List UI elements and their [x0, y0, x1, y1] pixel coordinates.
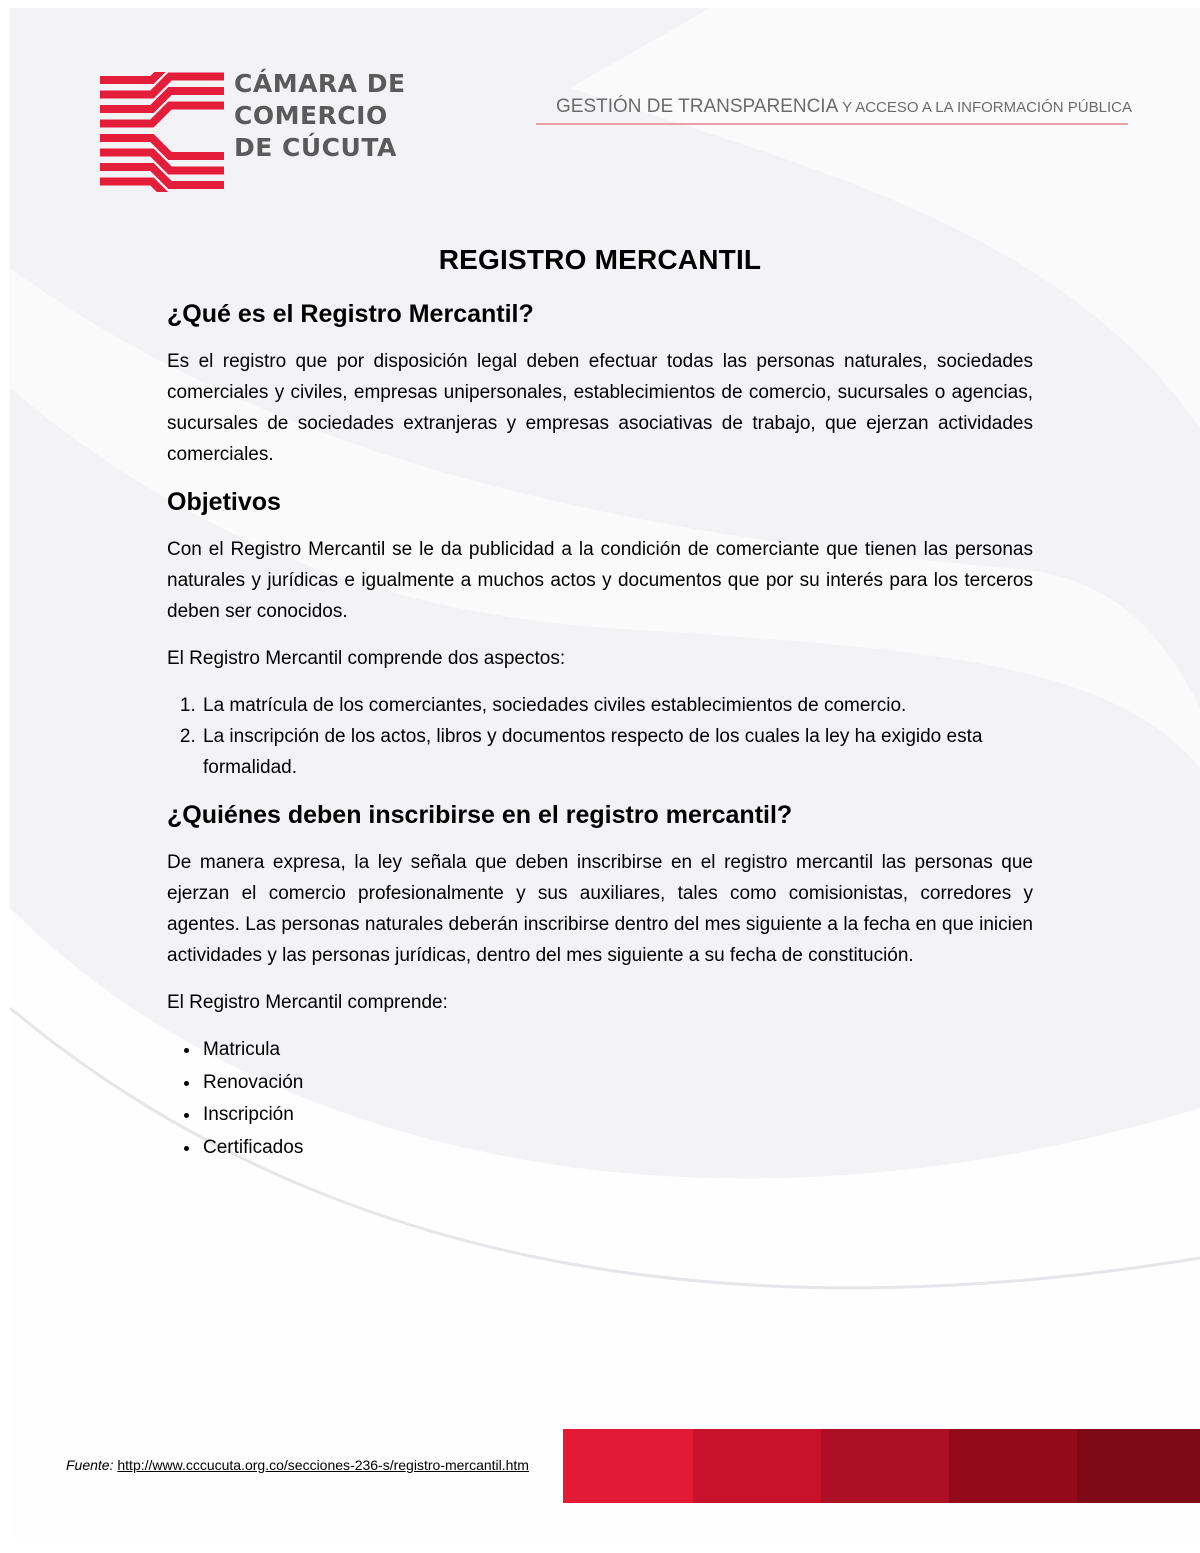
color-block-1	[563, 1429, 693, 1503]
main-content	[167, 244, 1033, 1180]
document-title: REGISTRO MERCANTIL	[438, 244, 762, 275]
aspects-intro: El Registro Mercantil comprende dos aspectos:	[167, 648, 566, 669]
section-body-what: Es el registro que por disposición legal deben efectuar todas las personas naturales, sociedades comerciales y civiles, empresas unipersonales, establecimientos de comercio, sucursales o agencias, sucursales de sociedades extranjeras y empresas asociativas de trabajo, que ejerzan actividades comerciales.	[167, 351, 1033, 465]
section-body-who: De manera expresa, la ley señala que deben inscribirse en el registro mercantil las personas que ejerzan el comercio profesionalmente y sus auxiliares, tales como comisionistas, corredores y agentes. Las personas naturales deberán inscribirse dentro del mes siguiente a la fecha en que inicien actividades y las personas jurídicas, dentro del mes siguiente a su fecha de constitución.	[167, 852, 1033, 966]
list-item: • Matricula	[201, 1034, 1033, 1067]
tagline-rest: Y ACCESO A LA INFORMACIÓN PÚBLICA	[838, 99, 1132, 116]
includes-list	[167, 1034, 1033, 1164]
logo-wordmark	[234, 68, 406, 164]
list-item: 1. La matrícula de los comerciantes, sociedades civiles establecimientos de comercio.	[201, 690, 1033, 721]
source-link[interactable]: http://www.cccucuta.org.co/secciones-236-s/registro-mercantil.htm	[117, 1457, 529, 1473]
color-block-4	[949, 1429, 1077, 1503]
list-item: • Inscripción	[201, 1099, 1033, 1132]
list-item: 2. La inscripción de los actos, libros y documentos respecto de los cuales la ley ha exigido esta formalidad.	[201, 721, 1033, 783]
list-item: • Renovación	[201, 1067, 1033, 1100]
logo-line-1: CÁMARA DE	[234, 69, 406, 98]
header-divider	[536, 123, 1128, 125]
includes-intro: El Registro Mercantil comprende:	[167, 992, 448, 1013]
color-block-3	[821, 1429, 949, 1503]
section-body-objectives: Con el Registro Mercantil se le da publicidad a la condición de comerciante que tienen las personas naturales y jurídicas e igualmente a muchos actos y documentos que por su interés para los terceros deben ser conocidos.	[167, 539, 1033, 622]
section-heading-who: ¿Quiénes deben inscribirse en el registro mercantil?	[167, 801, 793, 829]
aspects-list	[167, 690, 1033, 783]
color-block-2	[693, 1429, 821, 1503]
section-heading-objectives: Objetivos	[167, 488, 281, 516]
color-block-5	[1077, 1429, 1200, 1503]
logo-line-3: DE CÚCUTA	[234, 133, 397, 162]
chamber-logo-icon	[100, 72, 224, 192]
source-label: Fuente:	[66, 1457, 114, 1473]
section-heading-what: ¿Qué es el Registro Mercantil?	[167, 300, 534, 328]
document-page	[10, 8, 1200, 1540]
footer-color-blocks	[563, 1429, 1200, 1503]
logo-line-2: COMERCIO	[234, 101, 388, 130]
tagline-main: GESTIÓN DE TRANSPARENCIA	[556, 96, 839, 117]
footer-source	[66, 1457, 529, 1473]
list-item: • Certificados	[201, 1132, 1033, 1165]
header-tagline	[556, 96, 1132, 118]
